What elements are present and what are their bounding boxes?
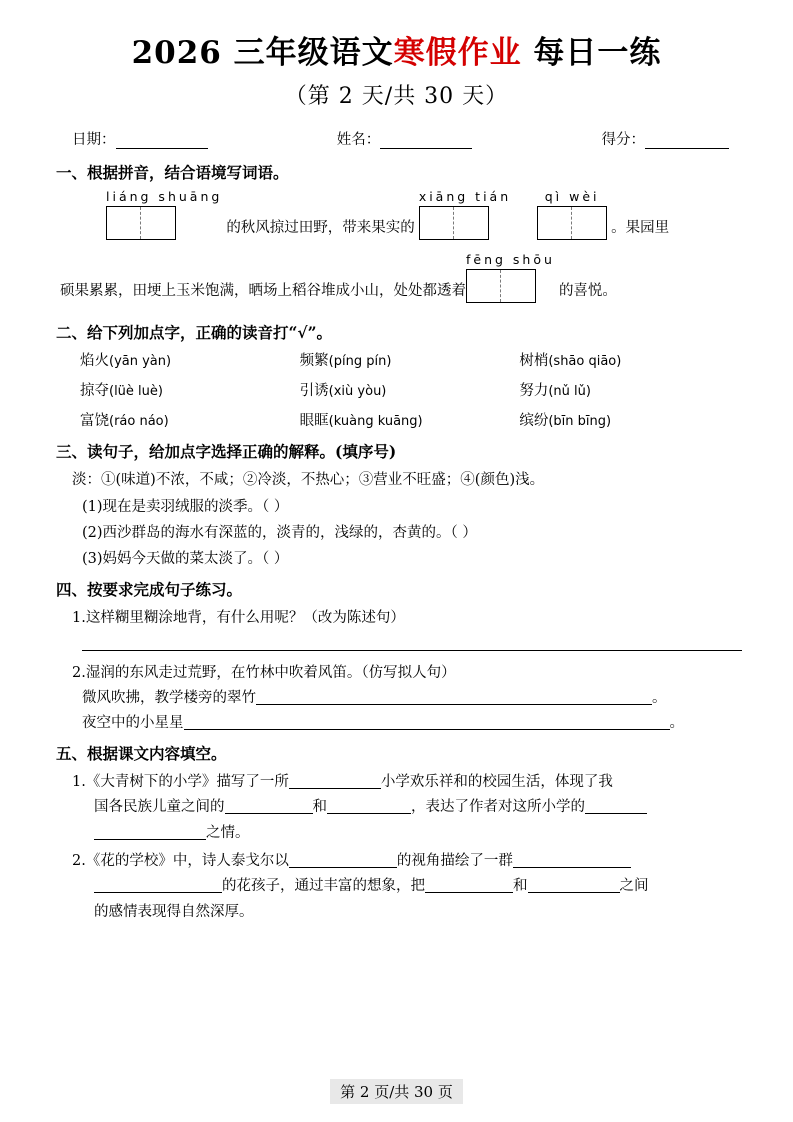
- pron-options[interactable]: (xiù yòu): [328, 383, 387, 399]
- q4-item-2a-suffix: 。: [652, 689, 667, 706]
- q1-text-1: 的秋风掠过田野，带来果实的: [226, 220, 415, 237]
- title-main-after: 每日一练: [521, 35, 662, 71]
- title-year: 2026: [131, 35, 222, 71]
- page-subtitle: （第 2 天/共 30 天）: [284, 83, 509, 109]
- pron-word: 缤纷: [519, 412, 549, 429]
- grid-cell[interactable]: [467, 270, 501, 302]
- grid-cell[interactable]: [141, 207, 175, 239]
- pron-word: 眼眶: [299, 412, 329, 429]
- answer-grid-3[interactable]: [537, 206, 607, 240]
- q5-item2-line2[interactable]: [94, 874, 739, 899]
- pron-word: 努力: [519, 382, 549, 399]
- q5-blank-1b[interactable]: [225, 799, 313, 814]
- pron-options[interactable]: (kuàng kuāng): [328, 413, 423, 429]
- q4-item-1: 1.这样糊里糊涂地背，有什么用呢？（改为陈述句）: [72, 609, 405, 626]
- pron-item[interactable]: [519, 349, 739, 370]
- q5-item2-part1: 2.《花的学校》中，诗人泰戈尔以: [72, 852, 289, 869]
- q5-item1-line3[interactable]: [94, 821, 739, 846]
- q5-item1-part6: 之情。: [206, 824, 250, 841]
- pron-word: 富饶: [80, 412, 109, 429]
- section-2-heading: 二、给下列加点字，正确的读音打“√”。: [56, 322, 333, 342]
- q4-item-2b-suffix: 。: [669, 714, 684, 731]
- pron-row: [80, 409, 739, 430]
- q4-item-2a-prefix: 微风吹拂，教学楼旁的翠竹: [82, 689, 256, 706]
- q5-blank-2a[interactable]: [289, 853, 397, 868]
- pron-item[interactable]: [300, 409, 520, 430]
- date-label: 日期：: [72, 131, 116, 148]
- section-2-body: [80, 349, 739, 430]
- q5-item2-part4: 和: [513, 878, 528, 895]
- q5-item-2[interactable]: [72, 849, 739, 925]
- q5-blank-1c[interactable]: [327, 799, 411, 814]
- q1-text-4: 的喜悦。: [558, 283, 617, 300]
- pron-item[interactable]: [300, 379, 520, 400]
- pron-item[interactable]: [519, 379, 739, 400]
- name-blank[interactable]: [380, 135, 472, 149]
- section-4-body: [72, 606, 739, 732]
- grid-cell[interactable]: [572, 207, 606, 239]
- q5-blank-1e[interactable]: [94, 825, 206, 840]
- q5-blank-1a[interactable]: [289, 774, 381, 789]
- q4-item-2a[interactable]: [82, 686, 739, 707]
- q5-item2-part6: 的感情表现得自然深厚。: [94, 903, 254, 920]
- pron-options[interactable]: (ráo náo): [109, 413, 169, 429]
- pinyin-group-1: [106, 189, 222, 240]
- q5-item2-part2: 的视角描绘了一群: [396, 852, 513, 869]
- section-1-heading: 一、根据拼音，结合语境写词语。: [56, 162, 289, 182]
- q1-text-2: 。果园里: [611, 220, 670, 237]
- q5-item1-part1: 1.《大青树下的小学》描写了一所: [72, 773, 289, 790]
- pinyin-label-liangshuang: liáng shuāng: [106, 188, 223, 204]
- q3-definition: 淡：①(味道)不浓，不咸；②冷淡，不热心；③营业不旺盛；④(颜色)浅。: [72, 471, 545, 488]
- q4-blank-2b[interactable]: [184, 715, 670, 730]
- q4-answer-line-1[interactable]: [82, 631, 742, 651]
- q4-item-2b-prefix: 夜空中的小星星: [82, 714, 184, 731]
- q5-blank-2d[interactable]: [425, 878, 513, 893]
- pron-row: [80, 349, 739, 370]
- name-field[interactable]: [337, 128, 473, 149]
- section-1-body: [54, 189, 739, 303]
- q5-item1-part5: ，表达了作者对这所小学的: [411, 799, 585, 816]
- section-3-body: [72, 468, 739, 568]
- section-5-body: [72, 770, 739, 925]
- pron-item[interactable]: [80, 379, 300, 400]
- date-blank[interactable]: [116, 135, 208, 149]
- pron-options[interactable]: (bīn bīng): [548, 413, 612, 429]
- section-3-heading: 三、读句子，给加点字选择正确的解释。(填序号): [56, 441, 397, 461]
- page-number: 第 2 页/共 30 页: [330, 1079, 463, 1104]
- pron-options[interactable]: (nǔ lǔ): [548, 383, 591, 399]
- answer-grid-2[interactable]: [419, 206, 489, 240]
- pron-row: [80, 379, 739, 400]
- pinyin-group-2: [419, 189, 511, 240]
- q5-item1-part2: 小学欢乐祥和的校园生活，体现了我: [380, 773, 613, 790]
- score-label: 得分：: [601, 131, 645, 148]
- q5-item-1[interactable]: [72, 770, 739, 846]
- score-blank[interactable]: [645, 135, 729, 149]
- pinyin-label-xiangtian: xiāng tián: [418, 188, 512, 204]
- pron-item[interactable]: [300, 349, 520, 370]
- q5-blank-2c[interactable]: [94, 878, 222, 893]
- q3-item-2[interactable]: (2)西沙群岛的海水有深蓝的，淡青的，浅绿的，杏黄的。（ ）: [82, 524, 477, 541]
- q1-text-3: 硕果累累，田埂上玉米饱满，晒场上稻谷堆成小山，处处都透着: [60, 283, 466, 300]
- pron-word: 引诱: [299, 382, 329, 399]
- q4-item-2: 2.湿润的东风走过荒野，在竹林中吹着风笛。（仿写拟人句）: [72, 664, 456, 681]
- q5-item2-line3: [94, 900, 739, 925]
- pron-options[interactable]: (yān yàn): [109, 353, 172, 369]
- q5-item1-part3: 国各民族儿童之间的: [94, 799, 225, 816]
- section-4-heading: 四、按要求完成句子练习。: [56, 579, 243, 599]
- answer-grid-1[interactable]: [106, 206, 176, 240]
- pinyin-label-qiwei: qì wèi: [544, 188, 600, 204]
- q4-item-2b[interactable]: [82, 711, 739, 732]
- grid-cell[interactable]: [420, 207, 454, 239]
- grid-cell[interactable]: [538, 207, 572, 239]
- name-label: 姓名：: [336, 131, 381, 148]
- pinyin-group-4: [466, 252, 555, 303]
- pron-item[interactable]: [519, 409, 739, 430]
- info-row: [72, 128, 729, 149]
- pron-options[interactable]: (lüè luè): [109, 383, 163, 399]
- title-main-before: 三年级语文: [221, 35, 394, 71]
- pron-item[interactable]: [80, 409, 300, 430]
- pron-word: 频繁: [299, 352, 329, 369]
- pinyin-label-fengshou: fēng shōu: [466, 251, 555, 267]
- pron-word: 焰火: [80, 352, 109, 369]
- q5-item1-part4: 和: [312, 799, 327, 816]
- q3-item-1[interactable]: (1)现在是卖羽绒服的淡季。（ ）: [82, 498, 289, 515]
- pron-item[interactable]: [80, 349, 300, 370]
- score-field[interactable]: [602, 128, 730, 149]
- q5-blank-2e[interactable]: [528, 878, 620, 893]
- q5-blank-1d[interactable]: [585, 799, 647, 814]
- date-field[interactable]: [72, 128, 208, 149]
- grid-cell[interactable]: [454, 207, 488, 239]
- q3-item-3[interactable]: (3)妈妈今天做的菜太淡了。（ ）: [82, 550, 289, 567]
- q5-item1-line2[interactable]: [94, 795, 739, 820]
- q5-item2-part5: 之间: [619, 878, 649, 895]
- pron-options[interactable]: (píng pín): [328, 353, 392, 369]
- section-5-heading: 五、根据课文内容填空。: [56, 743, 227, 763]
- q5-blank-2b[interactable]: [513, 853, 631, 868]
- q4-blank-2a[interactable]: [256, 690, 652, 705]
- q5-item2-part3: 的花孩子，通过丰富的想象，把: [222, 878, 425, 895]
- pron-word: 掠夺: [80, 382, 109, 399]
- page-title: [54, 34, 739, 73]
- pron-word: 树梢: [519, 352, 549, 369]
- page-footer: [0, 1079, 793, 1104]
- pinyin-group-3: [537, 189, 607, 240]
- grid-cell[interactable]: [501, 270, 535, 302]
- title-highlight: 寒假作业: [393, 35, 522, 71]
- grid-cell[interactable]: [107, 207, 141, 239]
- pron-options[interactable]: (shāo qiāo): [548, 353, 622, 369]
- answer-grid-4[interactable]: [466, 269, 536, 303]
